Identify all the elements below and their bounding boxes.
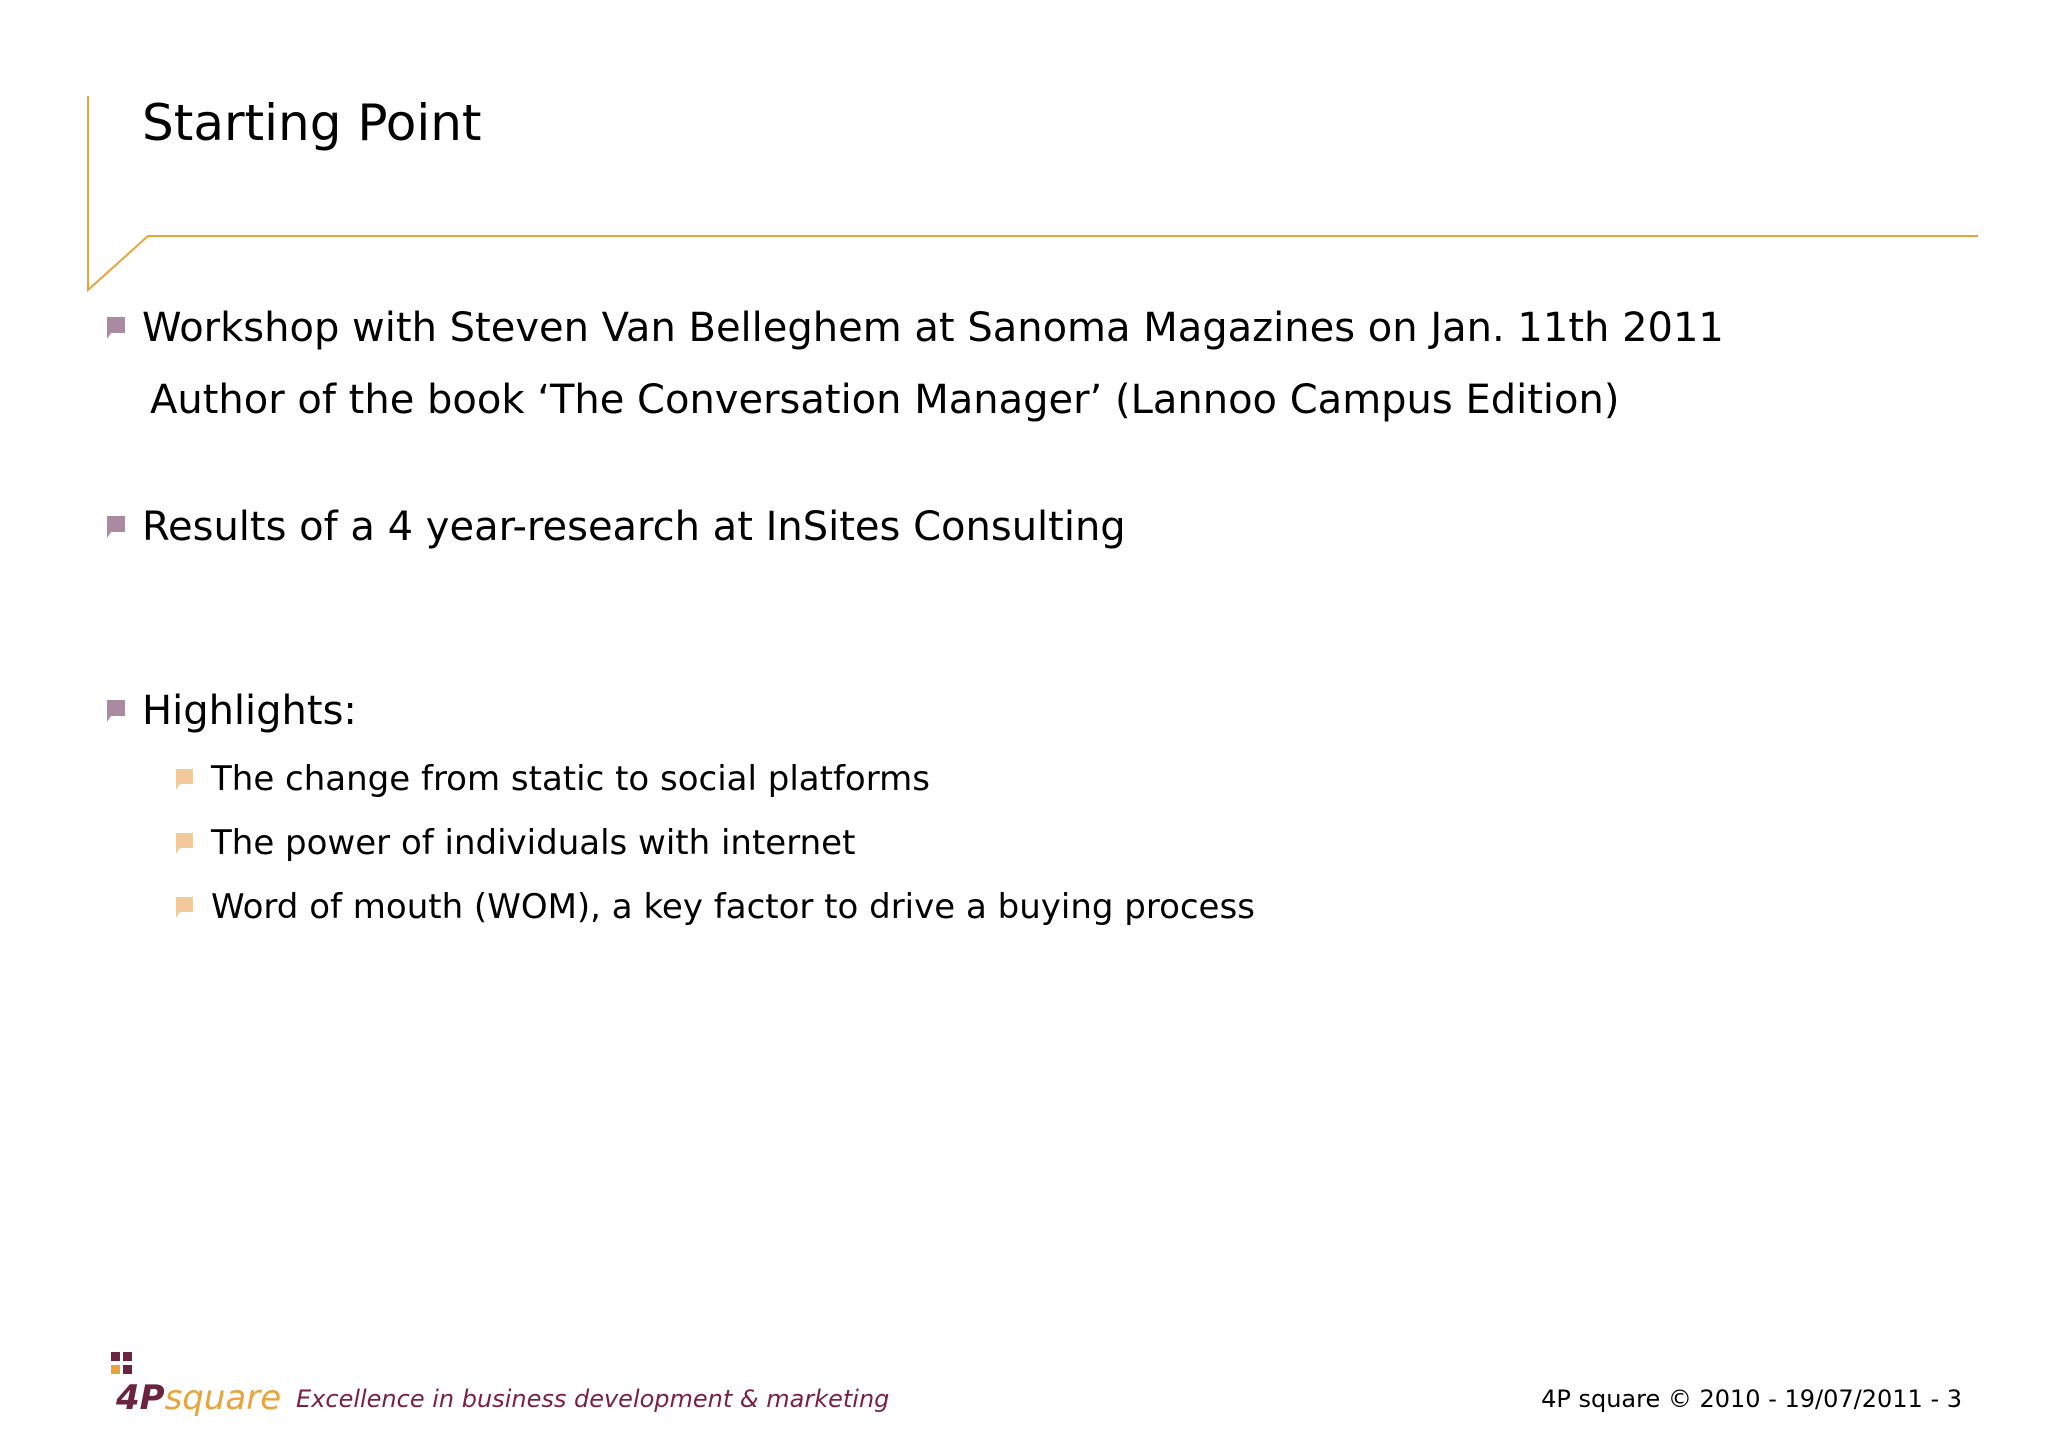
bullet-flag-icon — [107, 317, 125, 339]
logo-wordmark-4p: 4P — [116, 1378, 165, 1418]
logo-wordmark — [116, 1378, 281, 1418]
bullet-flag-icon — [107, 700, 125, 722]
bullet-text: Highlights: — [142, 688, 357, 734]
logo-squares-icon — [108, 1350, 138, 1380]
sub-bullet-item — [211, 885, 1255, 929]
bullet-item-research — [142, 502, 1126, 552]
logo-wordmark-square: square — [164, 1378, 282, 1418]
sub-bullet-text: The power of individuals with internet — [211, 823, 856, 863]
footer-tagline: Excellence in business development & marketing — [296, 1385, 890, 1413]
sub-bullet-flag-icon — [176, 897, 193, 918]
bullet-text: Workshop with Steven Van Belleghem at Sanoma Magazines on Jan. 11th 2011 — [142, 305, 1724, 351]
bullet-item-highlights — [142, 686, 357, 736]
company-logo — [104, 1350, 282, 1420]
slide-title: Starting Point — [142, 94, 482, 152]
footer-copyright-page: 4P square © 2010 - 19/07/2011 - 3 — [1541, 1385, 1962, 1413]
sub-bullet-item — [211, 821, 855, 865]
sub-bullet-text: Word of mouth (WOM), a key factor to drive a buying process — [211, 887, 1255, 927]
sub-bullet-item — [211, 757, 930, 801]
sub-bullet-text: The change from static to social platforms — [211, 759, 930, 799]
sub-bullet-flag-icon — [176, 769, 193, 790]
bullet-item-workshop — [142, 303, 1724, 353]
sub-bullet-flag-icon — [176, 833, 193, 854]
bullet-subline: Author of the book ‘The Conversation Manager’ (Lannoo Campus Edition) — [150, 377, 1620, 423]
bullet-flag-icon — [107, 516, 125, 538]
bullet-text: Results of a 4 year-research at InSites Consulting — [142, 504, 1126, 550]
